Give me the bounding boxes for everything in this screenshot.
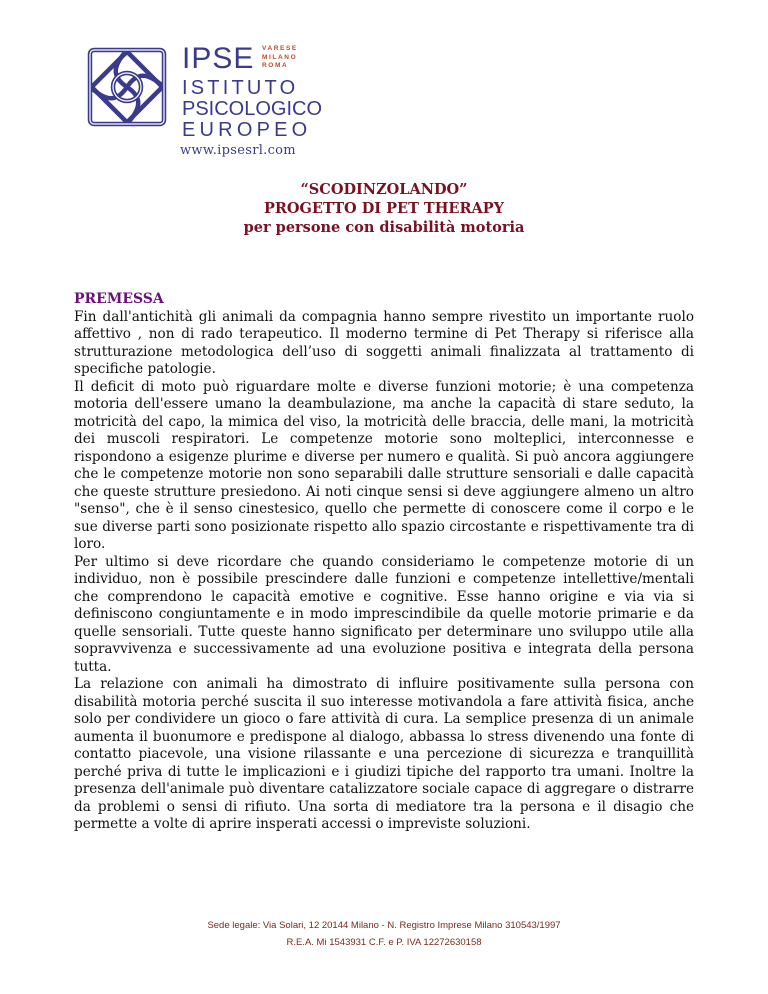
body-paragraph: Fin dall'antichità gli animali da compagnia hanno sempre rivestito un importante ruolo affettivo , non di rado terapeutico. Il moderno termine di Pet Therapy si riferisce alla strutturazione metodologica dell’uso di soggetti animali finalizzata al trattamento di specifiche patologie. bbox=[74, 308, 694, 377]
section-heading: PREMESSA bbox=[74, 291, 164, 307]
title-line-target: per persone con disabilità motoria bbox=[243, 219, 525, 236]
logo-cities bbox=[262, 45, 298, 71]
body-paragraph: Per ultimo si deve ricordare che quando consideriamo le competenze motorie di un individuo, non è possibile prescindere dalle funzioni e competenze intellettive/mentali che comprendono le capacità emotive e cognitive. Esse hanno origine e via via si definiscono congiuntamente e in modo imprescindibile da quelle motorie primarie e da quelle sensoriali. Tutte queste hanno significato per determinare uno sviluppo utile alla sopravvivenza e successivamente ad una evoluzione positiva e integrata della persona tutta. bbox=[74, 553, 694, 675]
page-footer bbox=[0, 917, 768, 951]
footer-address: Sede legale: Via Solari, 12 20144 Milano - N. Registro Imprese Milano 310543/1997 bbox=[207, 920, 561, 931]
ipse-logo bbox=[82, 40, 342, 162]
title-line-project-type: PROGETTO DI PET THERAPY bbox=[263, 200, 505, 217]
footer-registry: R.E.A. Mi 1543931 C.F. e P. IVA 12272630158 bbox=[286, 937, 482, 948]
logo-city: ROMA bbox=[262, 62, 289, 69]
logo-brand: IPSE bbox=[182, 42, 255, 75]
logo-city: VARESE bbox=[262, 45, 298, 52]
logo-website: www.ipsesrl.com bbox=[180, 143, 296, 158]
logo-line-europeo: EUROPEO bbox=[182, 119, 312, 141]
logo-city: MILANO bbox=[262, 53, 298, 61]
logo-line-psicologico: PSICOLOGICO bbox=[182, 98, 323, 120]
body-paragraph: Il deficit di moto può riguardare molte e diverse funzioni motorie; è una competenza motoria dell'essere umano la deambulazione, ma anche la capacità di stare seduto, la motricità del capo, la mimica del viso, la motricità delle braccia, delle mani, la motricità dei muscoli respiratori. Le competenze motorie sono molteplici, interconnesse e rispondono a esigenze plurime e diverse per numero e qualità. Si può ancora aggiungere che le competenze motorie non sono separabili dalle strutture sensoriali e dalle capacità che queste strutture presiedono. Ai noti cinque sensi si deve aggiungere almeno un altro "senso", che è il senso cinestesico, quello che permette di conoscere come il corpo e le sue diverse parti sono posizionate rispetto allo spazio circostante e rispettivamente tra di loro. bbox=[74, 378, 694, 552]
document-title bbox=[0, 180, 768, 237]
title-line-project-name: “SCODINZOLANDO” bbox=[300, 181, 468, 198]
document-body bbox=[74, 291, 694, 834]
interlaced-knot-icon bbox=[82, 42, 172, 132]
body-paragraph: La relazione con animali ha dimostrato di influire positivamente sulla persona con disabilità motoria perché suscita il suo interesse motivandola a fare attività fisica, anche solo per condividere un gioco o fare attività di cura. La semplice presenza di un animale aumenta il buonumore e predispone al dialogo, abbassa lo stress divenendo una fonte di contatto piacevole, una visione rilassante e una percezione di sicurezza e tranquillità perché priva di tutte le implicazioni e i giudizi tipiche del rapporto tra umani. Inoltre la presenza dell'animale può diventare catalizzatore sociale capace di aggregare o distrarre da problemi o sensi di rifiuto. Una sorta di mediatore tra la persona e il disagio che permette a volte di aprire insperati accessi o impreviste soluzioni. bbox=[74, 676, 694, 832]
logo-line-istituto: ISTITUTO bbox=[182, 77, 299, 99]
